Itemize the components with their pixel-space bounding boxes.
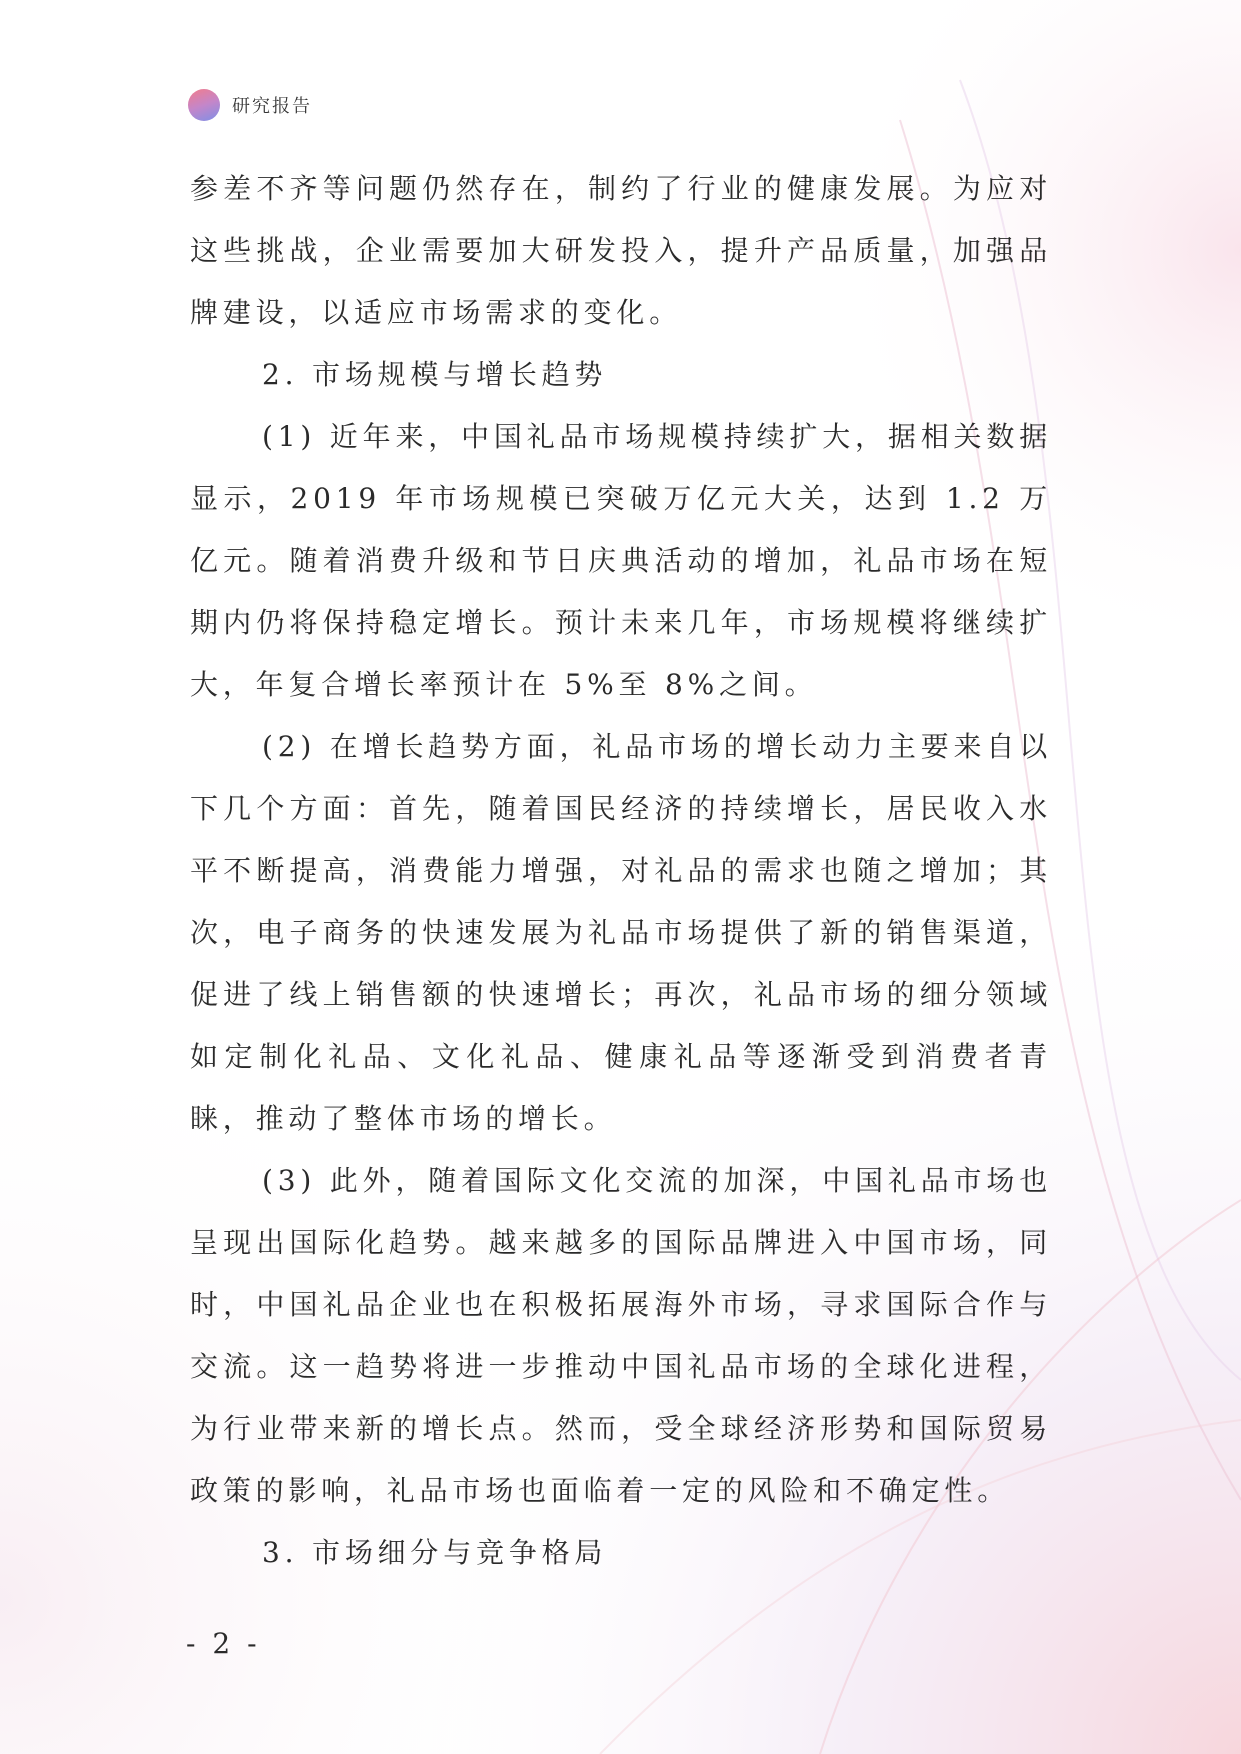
section-2-paragraph-1: (1) 近年来，中国礼品市场规模持续扩大，据相关数据显示，2019 年市场规模已突破万亿元大关，达到 1.2 万亿元。随着消费升级和节日庆典活动的增加，礼品市场在短期内仍将保持稳定增长。预计未来几年，市场规模将继续扩大，年复合增长率预计在 5%至 8%之间。	[190, 420, 1052, 701]
document-body	[190, 158, 1052, 1584]
header-title: 研究报告	[232, 96, 312, 117]
report-header	[188, 88, 312, 122]
section-2-paragraph-3: (3) 此外，随着国际文化交流的加深，中国礼品市场也呈现出国际化趋势。越来越多的国际品牌进入中国市场，同时，中国礼品企业也在积极拓展海外市场，寻求国际合作与交流。这一趋势将进一步推动中国礼品市场的全球化进程，为行业带来新的增长点。然而，受全球经济形势和国际贸易政策的影响，礼品市场也面临着一定的风险和不确定性。	[190, 1164, 1052, 1507]
section-3-heading: 3. 市场细分与竞争格局	[262, 1536, 608, 1569]
section-2-heading: 2. 市场规模与增长趋势	[262, 358, 608, 391]
brand-logo-icon	[188, 89, 220, 121]
page-number: - 2 -	[186, 1627, 261, 1660]
continuation-paragraph: 参差不齐等问题仍然存在，制约了行业的健康发展。为应对这些挑战，企业需要加大研发投入，提升产品质量，加强品牌建设，以适应市场需求的变化。	[190, 172, 1052, 329]
section-2-paragraph-2: (2) 在增长趋势方面，礼品市场的增长动力主要来自以下几个方面：首先，随着国民经济的持续增长，居民收入水平不断提高，消费能力增强，对礼品的需求也随之增加；其次，电子商务的快速发展为礼品市场提供了新的销售渠道，促进了线上销售额的快速增长；再次，礼品市场的细分领域如定制化礼品、文化礼品、健康礼品等逐渐受到消费者青睐，推动了整体市场的增长。	[190, 730, 1052, 1135]
